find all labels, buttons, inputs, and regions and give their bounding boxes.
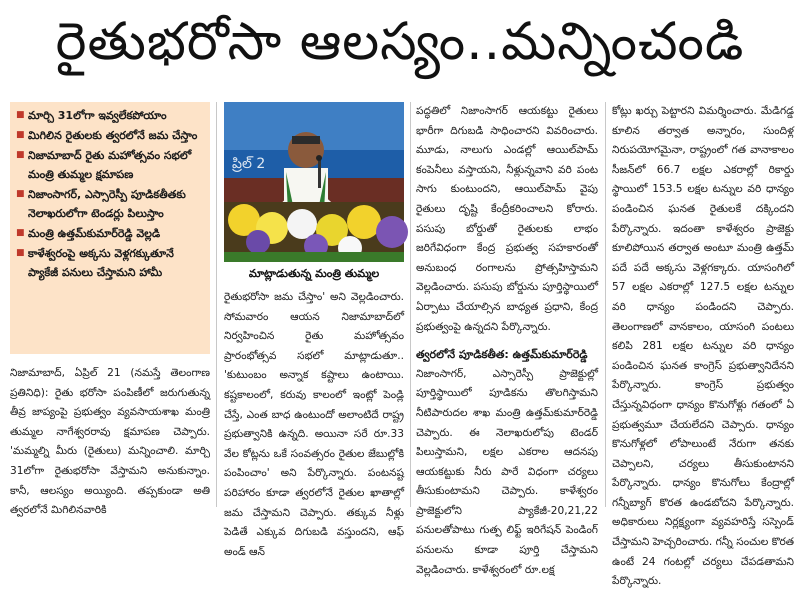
highlight-item: ■ నిజాంసాగర్, ఎస్సారెస్పీ పూడికతీతకు నెలాఖరులోగా టెండర్లు పిలుస్తాం: [16, 185, 204, 223]
highlight-item: ■ నిజామాబాద్ రైతు మహోత్సవం సభలో మంత్రి తుమ్మల క్షమాపణ: [16, 146, 204, 184]
column-divider: [216, 102, 217, 507]
highlight-item: ■ మార్చి 31లోగా ఇవ్వలేకపోయాం: [16, 106, 204, 125]
column-divider: [605, 102, 606, 507]
highlight-item: ■ మిగిలిన రైతులకు త్వరలోనే జమ చేస్తాం: [16, 126, 204, 145]
minister-photo: [224, 102, 404, 262]
article-column-2: రైతుభరోసా జమ చేస్తాం' అని వెల్లడించారు. సోమవారం ఆయన నిజామాబాద్‌లో నిర్వహించిన రైతు మహోత్సవం ప్రారంభోత్సవ సభలో మాట్లాడుతూ.. 'కుటుంబం అన్నాక కష్టాలు ఉంటాయి. కష్టకాలంలో, కరువు కాలంలో ఇంట్లో పెండ్లి చేస్తే, ఎంత బాధ ఉంటుందో అలాంటిదే రాష్ట్ర ప్రభుత్వానికి ఉన్నది. అయినా సరే రూ.33 వేల కోట్లను ఒకే సంవత్సరం రైతుల జేబుల్లోకి పంపించాం' అని పేర్కొన్నారు. పంటనష్ట పరిహారం కూడా త్వరలోనే రైతుల ఖాతాల్లో జమ చేస్తామని చెప్పారు. తక్కువ నీళ్లు పెడితే ఎక్కువ దిగుబడి వస్తుందని, ఆఫ్ అండ్ ఆన్: [224, 291, 404, 558]
article-column-3: [416, 102, 598, 576]
bullet-icon: ■: [16, 130, 25, 140]
bullet-icon: ■: [16, 228, 25, 238]
headline: రైతుభరోసా ఆలస్యం..మన్నించండి: [55, 12, 745, 72]
bullet-icon: ■: [16, 248, 25, 258]
subheading: త్వరలోనే పూడికతీత: ఉత్తమ్‌కుమార్‌రెడ్డి: [416, 348, 588, 362]
highlight-item: ■ కాళేశ్వరంపై అక్కసు వెళ్లగక్కుతూనే ప్యాకేజీ పనులు చేస్తామని హామీ: [16, 244, 204, 282]
highlights-box: [10, 102, 210, 354]
bullet-icon: ■: [16, 110, 25, 120]
bullet-icon: ■: [16, 189, 25, 199]
article-column-4: కోట్లు ఖర్చు పెట్టారని విమర్శించారు. మేడిగడ్డ కూలిన తర్వాత అన్నారం, సుందిళ్ల నిరుపయోగమైనా, రాష్ట్రంలో గత వానాకాలం సీజన్‌లో 66.7 లక్షల ఎకరాల్లో రికార్డు స్థాయిలో 153.5 లక్షల టన్నుల వరి ధాన్యం పండించిన ఘనత రైతులకే దక్కిందని పేర్కొన్నారు. ఇదంతా కాళేశ్వరం ప్రాజెక్టు కూలిపోయిన తర్వాత అంటూ మంత్రి ఉత్తమ్ పదే పదే అక్కసు వెళ్లగక్కారు. యాసంగిలో 57 లక్షల ఎకరాల్లో 127.5 లక్షల టన్నుల వరి ధాన్యం పండిందని చెప్పారు. తెలంగాణలో వానకాలం, యాసంగి పంటలు కలిపి 281 లక్షల టన్నుల వరి ధాన్యం పండించిన ఘనత కాంగ్రెస్ ప్రభుత్వానిదేనని పేర్కొన్నారు. కాంగ్రెస్ ప్రభుత్వం చేస్తున్నవిధంగా ధాన్యం కొనుగోళ్లు గతంలో ఏ ప్రభుత్వమూ చేయలేదని చెప్పారు. ధాన్యం కొనుగోళ్లలో లోపాలుంటే నేరుగా తనకు చెప్పాలని, చర్యలు తీసుకుంటానని పేర్కొన్నారు. ధాన్యం కొనుగోలు కేంద్రాల్లో గన్నీబ్యాగ్ కొరత ఉండబోదని పేర్కొన్నారు. అధికారులు నిర్లక్ష్యంగా వ్యవహరిస్తే సస్పెండ్ చేస్తామని హెచ్చరించారు. గన్నీ సంచుల కొరత ఉంటే 24 గంటల్లో చర్యలు చేపడతామని పేర్కొన్నారు.: [612, 105, 794, 588]
column-divider: [410, 102, 411, 507]
article-column-1: నిజామాబాద్, ఏప్రిల్ 21 (నమస్తే తెలంగాణ ప్రతినిధి): రైతు భరోసా పంపిణీలో జరుగుతున్న తీవ్ర జాప్యంపై ప్రభుత్వం వ్యవసాయశాఖ మంత్రి తుమ్మల నాగేశ్వరరావు క్షమాపణ చెప్పారు. 'మమ్మల్ని మీరు (రైతులు) మన్నించాలి. మార్చి 31లోగా రైతుభరోసా వేస్తామని అనుకున్నాం. కానీ, ఆలస్యం అయ్యింది. తప్పకుండా అతి త్వరలోనే మిగిలినవారికి: [10, 367, 210, 517]
article-paragraph: పద్ధతిలో నిజాంసాగర్ ఆయకట్టు రైతులు భారీగా దిగుబడి సాధించారని వివరించారు. మూడు, నాలుగు ఎండల్లో ఆయిల్‌పామ్ కంపెనీలు వస్తాయని, నీళ్లున్నవాని వరి పంట సాగు కుంటుందని, ఆయిల్‌పామ్ వైపు రైతులు దృష్టి కేంద్రీకరించాలని కోరారు. పసుపు బోర్డుతో రైతులకు లాభం జరిగేవిధంగా కేంద్ర ప్రభుత్వ సహకారంతో అనుబంధ రంగాలను ప్రోత్సహిస్తామని వెల్లడించారు. పసుపు బోర్డును పూర్తిస్థాయిలో ఏర్పాటు చేయాల్సిన బాధ్యత ప్రధాని, కేంద్ర ప్రభుత్వంపై ఉన్నదని పేర్కొన్నారు.: [416, 105, 598, 333]
bullet-icon: ■: [16, 150, 25, 160]
photo-caption: మాట్లాడుతున్న మంత్రి తుమ్మల: [248, 267, 380, 280]
article-paragraph: నిజాంసాగర్, ఎస్సారెస్పీ ప్రాజెక్టుల్లో పూర్తిస్థాయిలో పూడికను తొలగిస్తామని నీటిపారుదల శాఖ మంత్రి ఉత్తమ్‌కుమార్‌రెడ్డి చెప్పారు. ఈ నెలాఖరులోపు టెండర్ పిలుస్తామని, లక్షల ఎకరాల ఆదనపు ఆయకట్టుకు నీరు పారే విధంగా చర్యలు తీసుకుంటామని చెప్పారు. కాళేశ్వరం ప్రాజెక్టులోని ప్యాకేజీ-20,21,22 పనులతోపాటు గుత్ప లిఫ్ట్ ఇరిగేషన్ పెండింగ్ పనులను కూడా పూర్తి చేస్తామని వెల్లడించారు. కాళేశ్వరంలో రూ.లక్ష: [416, 367, 598, 576]
highlight-item: ■ మంత్రి ఉత్తమ్‌కుమార్‌రెడ్డి వెల్లడి: [16, 224, 204, 243]
svg-text:ప్రిల్ 2: ప్రిల్ 2: [232, 156, 266, 172]
